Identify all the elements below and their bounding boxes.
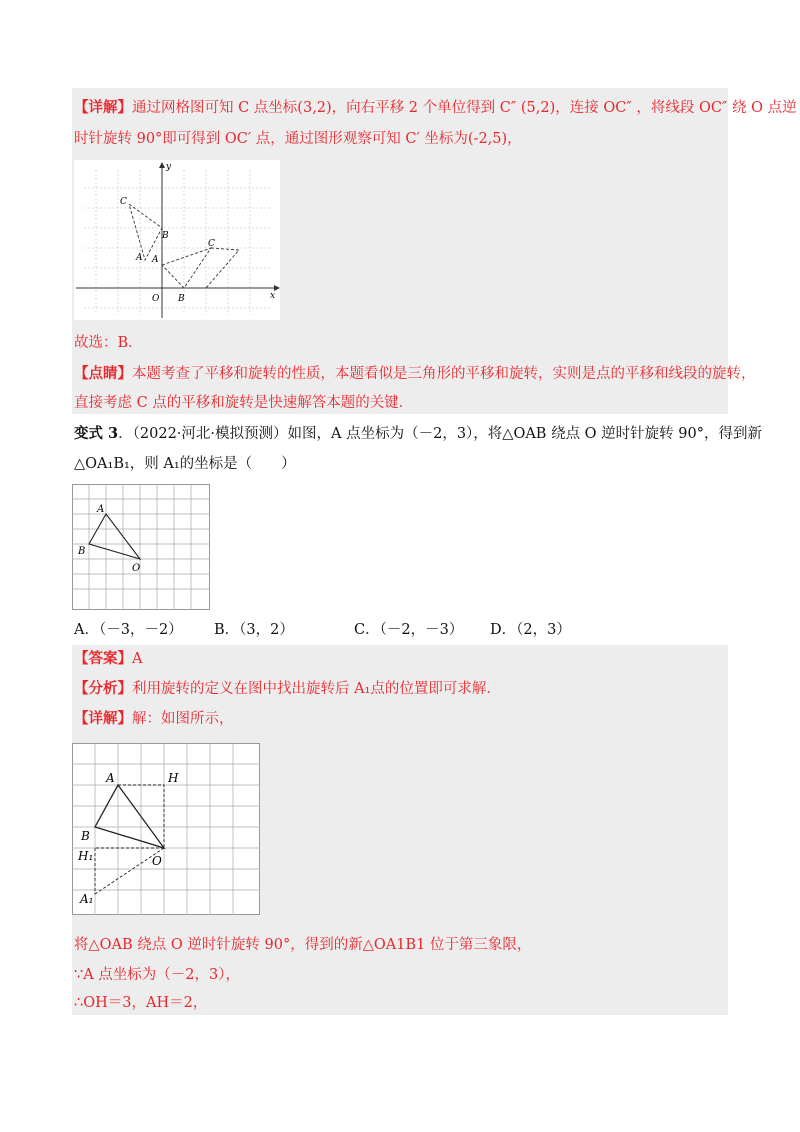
- because-statement: ∵A 点坐标为（－2，3），: [74, 967, 241, 983]
- point-label-a: A: [106, 771, 115, 785]
- point-label-h: H: [168, 771, 179, 785]
- x-axis-label: x: [270, 291, 276, 301]
- point-label-a: A: [97, 504, 105, 515]
- comment-tag: 【点睛】: [74, 365, 132, 382]
- option-b[interactable]: B．（3，2）: [214, 622, 294, 638]
- detail-text-2: 解：如图所示，: [132, 711, 234, 727]
- point-label-a-original: A: [152, 255, 159, 265]
- point-label-a1: A₁: [80, 892, 94, 906]
- option-a[interactable]: A．（－3，－2）: [74, 622, 183, 638]
- option-d[interactable]: D．（2，3）: [490, 622, 571, 638]
- option-c[interactable]: C．（－2，－3）: [354, 622, 464, 638]
- comment-line-2: 直接考虑 C 点的平移和旋转是快速解答本题的关键．: [74, 395, 414, 411]
- analysis-text: 利用旋转的定义在图中找出旋转后 A₁点的位置即可求解．: [132, 681, 501, 697]
- point-label-b-rotated: B: [162, 231, 169, 241]
- comment-line-1: 本题考查了平移和旋转的性质，本题看似是三角形的平移和旋转，实则是点的平移和线段的旋转，: [132, 366, 756, 382]
- point-label-o: O: [152, 854, 162, 868]
- answer-tag: 【答案】: [74, 650, 132, 667]
- solution-block-2: [72, 645, 728, 1015]
- question-grid-figure: [72, 484, 210, 610]
- question-line-2: △OA₁B₁，则 A₁的坐标是（ ）: [74, 456, 296, 472]
- detail-tag-2: 【详解】: [74, 710, 132, 727]
- detail-line-1: 通过网格图可知 C 点坐标(3,2)，向右平移 2 个单位得到 C″ (5,2)，连接 OC″ ，将线段 OC″ 绕 O 点逆: [132, 100, 797, 116]
- detail-line-2: 时针旋转 90°即可得到 OC′ 点，通过图形观察可知 C′ 坐标为(-2,5)，: [74, 131, 522, 147]
- choice-line: 故选：B．: [74, 335, 143, 351]
- point-label-b-original: B: [178, 294, 185, 304]
- solution-block-1: [72, 88, 797, 414]
- point-label-c-rotated: C: [120, 197, 127, 207]
- detail-tag: 【详解】: [74, 99, 132, 116]
- point-label-h1: H₁: [78, 849, 94, 863]
- y-axis-label: y: [166, 162, 172, 172]
- point-label-b: B: [81, 829, 90, 843]
- analysis-tag: 【分析】: [74, 680, 132, 697]
- therefore-statement: ∴OH＝3，AH＝2，: [74, 995, 208, 1011]
- question-line-1: 变式 3．（2022·河北·模拟预测）如图，A 点坐标为（－2，3），将△OAB 绕点 O 逆时针旋转 90°，得到新: [74, 425, 762, 442]
- answer-value: A: [132, 651, 143, 667]
- point-label-o: O: [132, 563, 141, 574]
- origin-label: O: [152, 294, 160, 304]
- question-label: 变式 3: [74, 425, 119, 442]
- point-label-b: B: [78, 546, 86, 557]
- point-label-c-original: C: [208, 239, 215, 249]
- coordinate-grid-figure: [74, 160, 280, 320]
- rotation-statement: 将△OAB 绕点 O 逆时针旋转 90°，得到的新△OA1B1 位于第三象限，: [74, 937, 532, 953]
- point-label-a-rotated: A: [136, 253, 143, 263]
- solution-grid-figure: [72, 743, 260, 915]
